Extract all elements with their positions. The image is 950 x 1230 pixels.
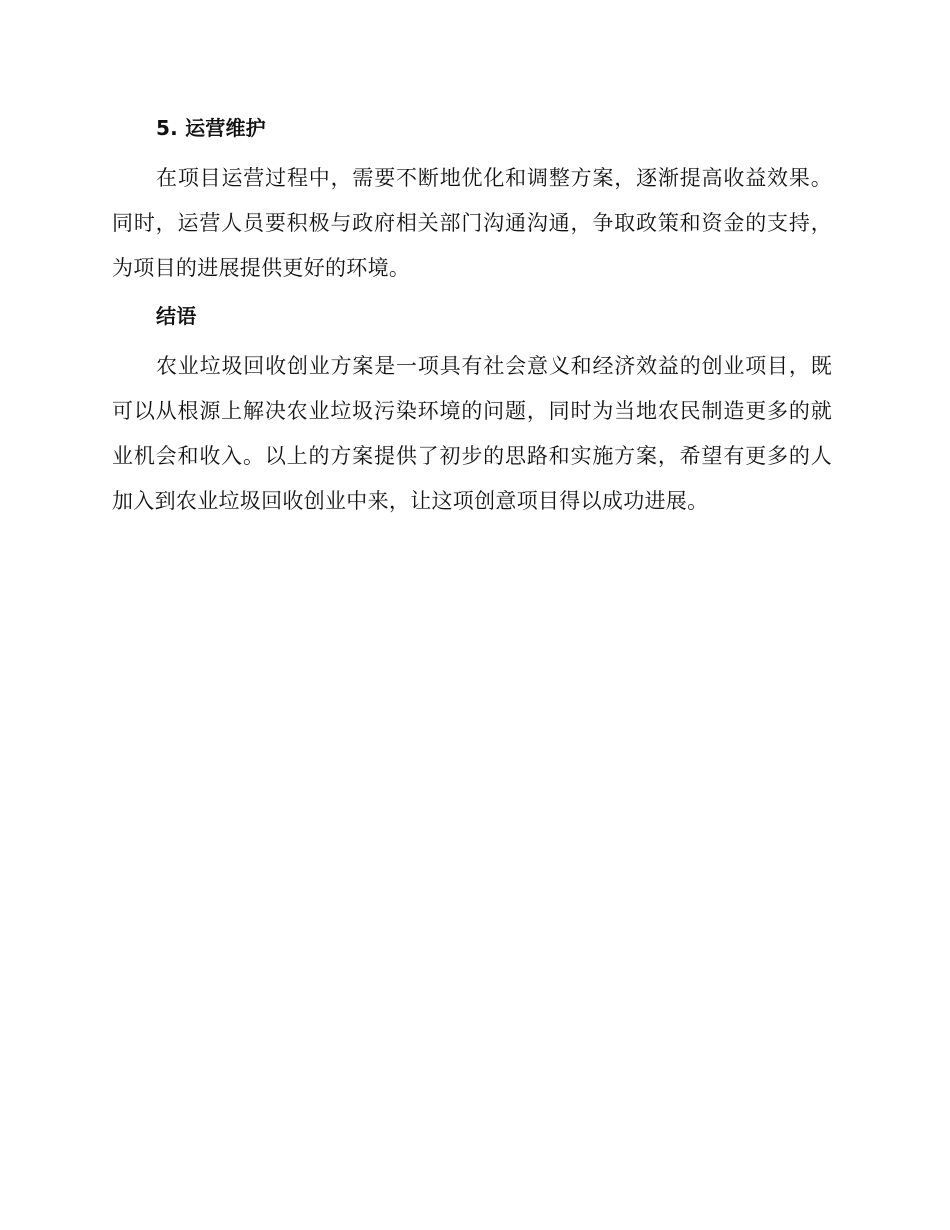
section-paragraph-conclusion: 农业垃圾回收创业方案是一项具有社会意义和经济效益的创业项目，既可以从根源上解决农业垃圾污染环境的问题，同时为当地农民制造更多的就业机会和收入。以上的方案提供了初步的思路和实施方案，希望有更多的人加入到农业垃圾回收创业中来，让这项创意项目得以成功进展。	[112, 354, 832, 513]
section-heading-operations: 5. 运营维护	[156, 116, 266, 140]
document-body	[112, 108, 832, 529]
section-paragraph-operations: 在项目运营过程中，需要不断地优化和调整方案，逐渐提高收益效果。同时，运营人员要积极与政府相关部门沟通沟通，争取政策和资金的支持，为项目的进展提供更好的环境。	[112, 166, 832, 280]
section-heading-conclusion: 结语	[156, 304, 197, 328]
